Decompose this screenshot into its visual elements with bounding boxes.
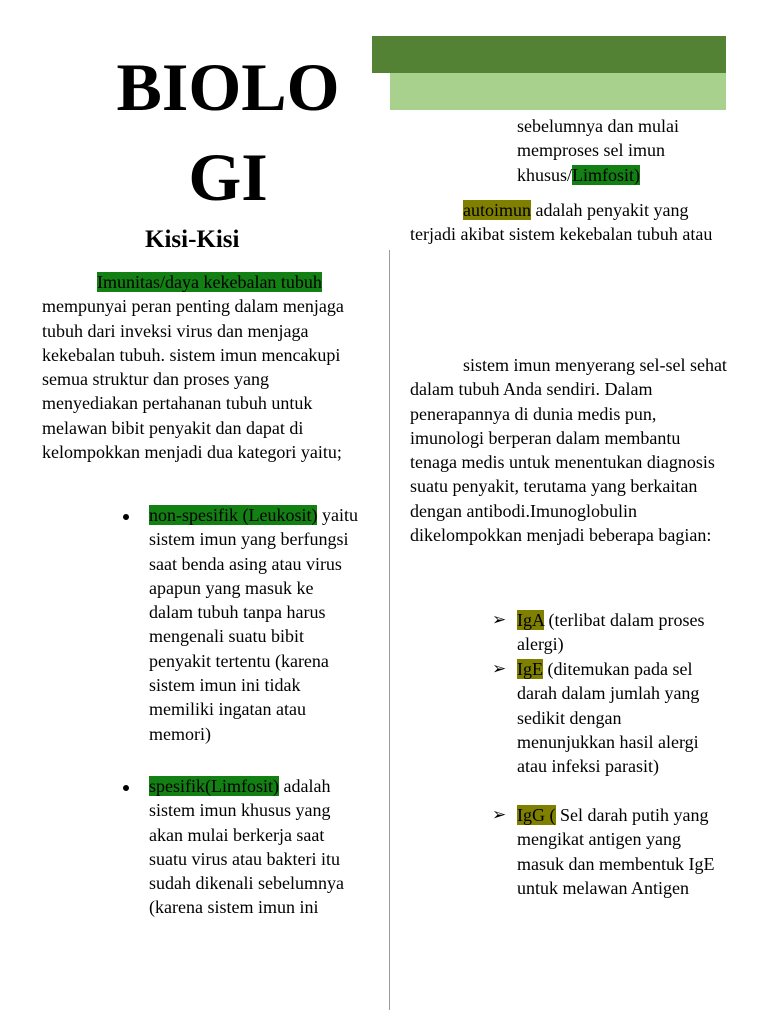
continuation-text: sebelumnya dan mulai memproses sel imun khusus/ [517, 116, 679, 185]
bullet-dot-icon [123, 514, 129, 520]
accent-bar-light [390, 73, 726, 110]
intro-text: mempunyai peran penting dalam menjaga tubuh dari inveksi virus dan menjaga kekebalan tubuh. sistem imun mencakupi semua struktur dan proses yang menyediakan pertahanan tubuh untuk melawan bibit penyakit dan dapat di kelompokkan menjadi dua kategori yaitu; [42, 296, 344, 463]
arrow-bullet-icon: ➢ [492, 610, 507, 629]
column-divider [389, 250, 390, 1010]
title-line-2: GI [188, 139, 268, 215]
bullet-spesifik [149, 774, 359, 920]
bullet-dot-icon [123, 785, 129, 791]
continuation-paragraph [517, 114, 722, 187]
item-term: IgE [517, 659, 543, 679]
autoimun-text: adalah penyakit yang terjadi akibat sistem kekebalan tubuh atau [410, 200, 713, 245]
list-item-iga [517, 608, 722, 657]
subtitle: Kisi-Kisi [145, 226, 240, 253]
bullet-text: adalah sistem imun khusus yang akan mulai berkerja saat suatu virus atau bakteri itu sudah dikenali sebelumnya (karena sistem imun ini [149, 776, 344, 918]
document-title [98, 42, 358, 222]
arrow-bullet-icon: ➢ [492, 805, 507, 824]
item-text: (ditemukan pada sel darah dalam jumlah yang sedikit dengan menunjukkan hasil alergi atau infeksi parasit) [517, 659, 700, 777]
accent-bar-dark [372, 36, 726, 73]
item-term: IgG ( [517, 805, 556, 825]
list-item-igg [517, 803, 722, 900]
autoimun-term: autoimun [463, 200, 531, 220]
imunologi-paragraph: sistem imun menyerang sel-sel sehat dalam tubuh Anda sendiri. Dalam penerapannya di dunia medis pun, imunologi berperan dalam membantu tenaga medis untuk menentukan diagnosis suatu penyakit, terutama yang berkaitan dengan antibodi.Imunoglobulin dikelompokkan menjadi beberapa bagian: [410, 355, 727, 546]
bullet-nonspesifik [149, 503, 359, 746]
item-text: Sel darah putih yang mengikat antigen yang masuk dan membentuk IgE untuk melawan Antigen [517, 805, 715, 898]
bullet-text: yaitu sistem imun yang berfungsi saat benda asing atau virus apapun yang masuk ke dalam tubuh tanpa harus mengenali suatu bibit penyakit tertentu (karena sistem imun ini tidak memiliki ingatan atau memori) [149, 505, 358, 744]
list-item-ige [517, 657, 722, 778]
bullet-term: non-spesifik (Leukosit) [149, 505, 318, 525]
intro-paragraph [42, 270, 360, 464]
continuation-highlight: Limfosit) [572, 164, 641, 185]
item-term: IgA [517, 610, 544, 630]
bullet-term: spesifik(Limfosit) [149, 776, 279, 796]
intro-highlight: Imunitas/daya kekebalan tubuh [97, 272, 322, 292]
item-text: (terlibat dalam proses alergi) [517, 610, 705, 655]
autoimun-paragraph [410, 198, 728, 247]
title-line-1: BIOLO [116, 49, 340, 125]
arrow-bullet-icon: ➢ [492, 659, 507, 678]
